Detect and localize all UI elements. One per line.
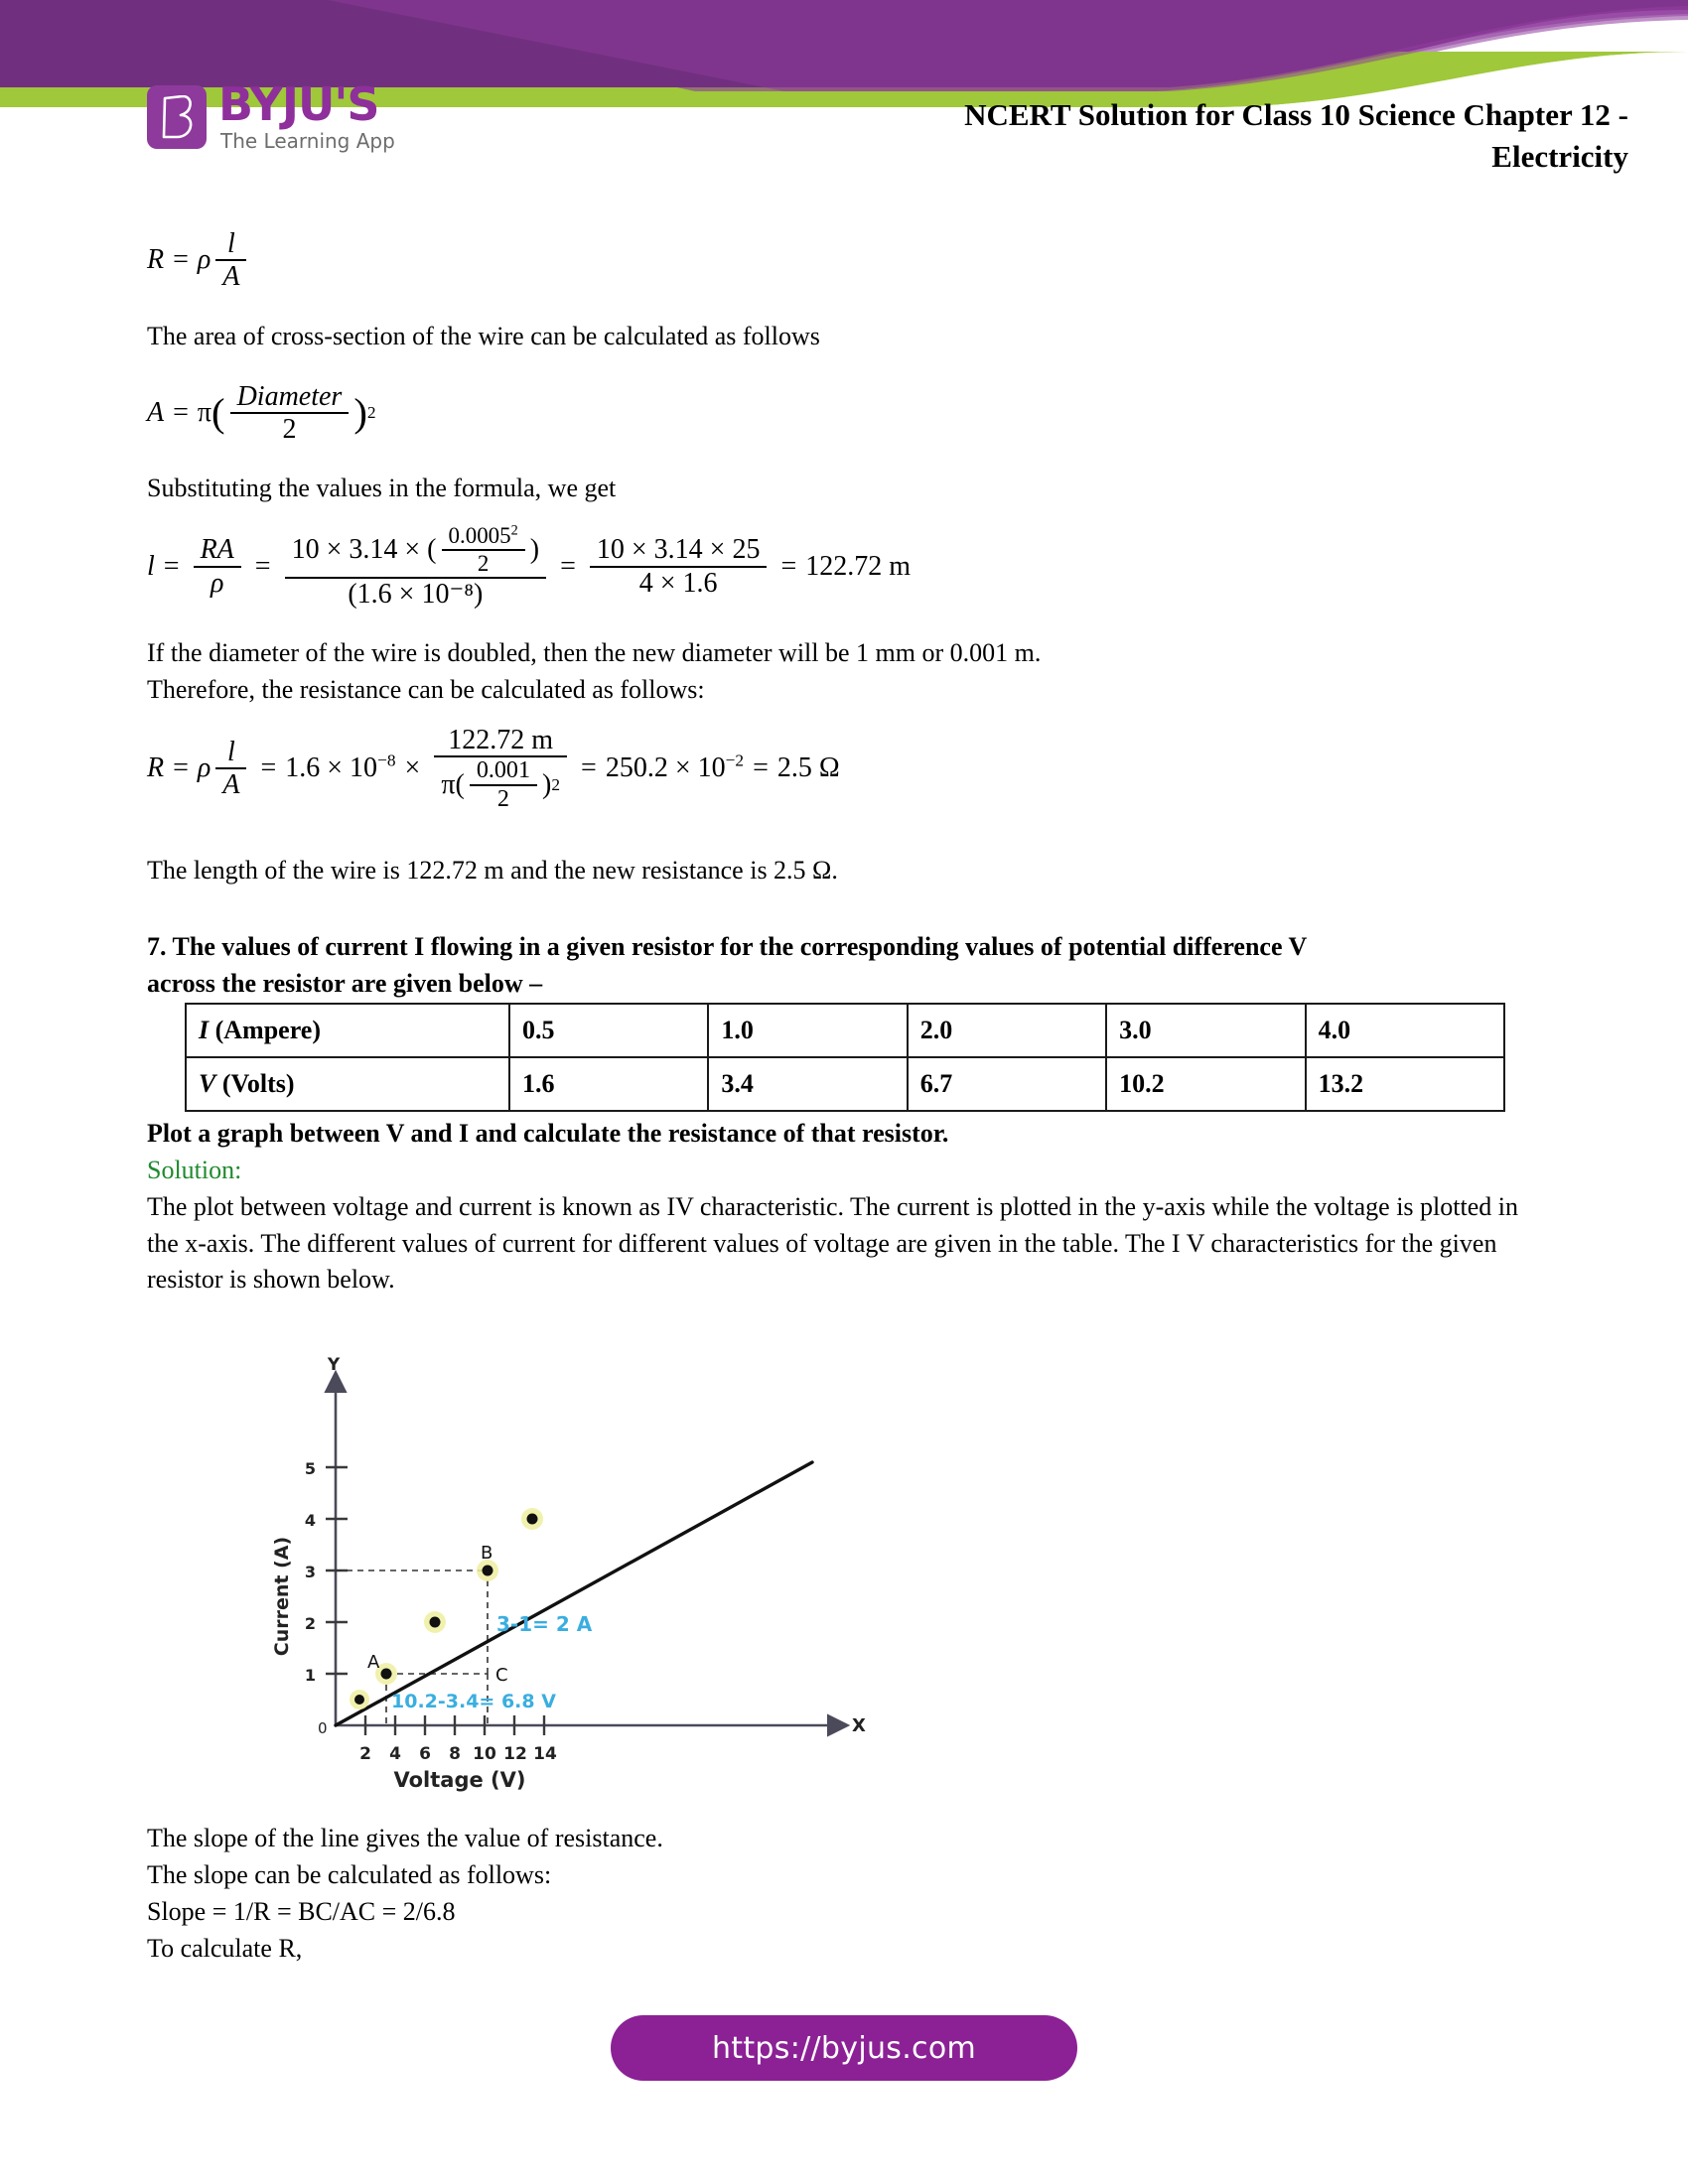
data-point-4 <box>527 1514 538 1525</box>
table-cell-current-1: 1.0 <box>708 1004 907 1057</box>
document-body <box>147 228 1547 1968</box>
byjus-tagline: The Learning App <box>220 129 395 153</box>
formula-l-eq1: = <box>163 550 180 582</box>
formula-l-result: 122.72 m <box>805 550 912 582</box>
table-cell-voltage-2: 6.7 <box>908 1057 1106 1111</box>
formula-R2-times: × <box>404 752 421 784</box>
table-header-voltage-unit: (Volts) <box>215 1068 295 1098</box>
formula-R2-val2-base: 250.2 × 10 <box>605 752 726 784</box>
para-length-result: The length of the wire is 122.72 m and the new resistance is 2.5 Ω. <box>147 856 838 886</box>
data-point-1 <box>381 1669 392 1680</box>
formula-R2-val1-base: 1.6 × 10 <box>285 752 378 784</box>
formula-l-frac1-den: ρ <box>194 566 241 599</box>
x-tick-label-10: 10 <box>473 1744 496 1765</box>
formula-R2-symbol: R <box>147 752 165 784</box>
formula-R2-frac2-num: 122.72 m <box>448 724 554 755</box>
question-7-line1: 7. The values of current I flowing in a given resistor for the corresponding values of potential difference V <box>147 932 1308 961</box>
table-cell-voltage-4: 13.2 <box>1306 1057 1504 1111</box>
y-axis-title: Current (A) <box>271 1537 293 1657</box>
iv-characteristic-chart <box>256 1338 892 1805</box>
formula-R2-eq2: = <box>260 752 277 784</box>
formula-R2-rho: ρ <box>197 752 211 784</box>
formula-R2-eq3: = <box>581 752 597 784</box>
formula-l-inner-num-exp: 2 <box>510 522 518 539</box>
table-cell-voltage-1: 3.4 <box>708 1057 907 1111</box>
formula-R2-val2-exp: −2 <box>725 751 745 771</box>
annotation-delta-current: 3-1= 2 A <box>496 1612 593 1637</box>
formula-l-eq2: = <box>254 550 271 582</box>
table-row-voltage <box>186 1057 1504 1111</box>
page-title-line1: NCERT Solution for Class 10 Science Chapter 12 - <box>964 97 1628 132</box>
y-tick-label-3: 3 <box>304 1563 316 1582</box>
formula-R2-frac1-num: l <box>227 737 235 768</box>
formula-l-frac3-den: 4 × 1.6 <box>590 566 768 599</box>
formula-A-den: 2 <box>230 412 350 445</box>
table-header-current-unit: (Ampere) <box>209 1015 321 1044</box>
formula-l-frac2 <box>285 523 546 610</box>
formula-l-frac3 <box>590 534 768 599</box>
formula-R2-frac1-den: A <box>215 767 246 800</box>
x-tick-label-8: 8 <box>449 1744 461 1765</box>
formula-R2-eq1: = <box>173 752 189 784</box>
byjus-b-mark-icon <box>147 85 207 149</box>
table-cell-current-2: 2.0 <box>908 1004 1106 1057</box>
formula-R2-result: 2.5 Ω <box>776 752 840 784</box>
table-header-current-symbol: I <box>199 1015 210 1044</box>
formula-R2-frac2-den: π( $\frac{0.001}{2}$ ) 2 <box>434 755 567 813</box>
formula-l-eq3: = <box>560 550 576 582</box>
formula-R2-eq4: = <box>753 752 769 784</box>
formula-l-eq4: = <box>780 550 797 582</box>
x-axis-ticks <box>359 1715 557 1764</box>
table-cell-current-4: 4.0 <box>1306 1004 1504 1057</box>
annotation-delta-voltage: 10.2-3.4= 6.8 V <box>391 1691 556 1713</box>
solution-paragraph: The plot between voltage and current is known as IV characteristic. The current is plotted in the y-axis while the voltage is plotted in the x-axis. The different values of current for different values of voltage are given in the table. The I V characteristics for the given resistor is shown below. <box>147 1191 1518 1295</box>
formula-l-frac3-num: 10 × 3.14 × 25 <box>596 534 761 566</box>
formula-l-frac2-num <box>285 523 546 576</box>
b-glyph-icon <box>159 95 195 139</box>
slope-line-2: The slope can be calculated as follows: <box>147 1860 552 1890</box>
y-axis-name: Y <box>327 1355 341 1376</box>
x-axis-title: Voltage (V) <box>393 1768 526 1793</box>
point-label-B: B <box>481 1543 493 1565</box>
slope-line-3 <box>147 1894 1547 1931</box>
slope-line-4: To calculate R, <box>147 1934 303 1964</box>
formula-l-frac2-num-post: ) <box>529 534 540 566</box>
formula-R-rho: ρ <box>197 244 211 276</box>
slope-formula-text: Slope = 1/R = BC/AC = 2/6.8 <box>147 1897 456 1927</box>
page-title-line2: Electricity <box>1491 138 1628 174</box>
formula-A-close-paren: ) <box>353 390 367 436</box>
page-title <box>854 94 1628 178</box>
table-header-voltage <box>186 1057 509 1111</box>
y-axis-ticks <box>305 1459 348 1685</box>
formula-resistance <box>147 228 1547 293</box>
formula-R2-den-inner-frac <box>470 757 537 813</box>
formula-R2-val2 <box>606 752 744 784</box>
formula-R-den: A <box>215 259 246 292</box>
formula-A-pi: π <box>197 396 212 428</box>
formula-R2-den-pi: π( <box>441 769 465 801</box>
y-tick-label-5: 5 <box>304 1459 316 1479</box>
x-tick-label-6: 6 <box>419 1744 431 1765</box>
formula-l-inner-num <box>442 523 525 549</box>
formula-l-frac2-num-pre: 10 × 3.14 × ( <box>291 534 437 566</box>
formula-R-num: l <box>227 228 235 259</box>
formula-R-equals: = <box>173 244 189 276</box>
x-tick-label-4: 4 <box>389 1744 401 1765</box>
x-axis-name: X <box>852 1715 866 1737</box>
formula-l-frac2-den: (1.6 × 10⁻⁸) <box>285 577 546 610</box>
formula-l-frac1 <box>194 534 241 599</box>
y-tick-label-1: 1 <box>304 1666 316 1686</box>
formula-A-symbol: A <box>147 396 165 428</box>
formula-A-num: Diameter <box>236 380 343 412</box>
data-point-0 <box>354 1695 364 1705</box>
formula-R2-den-inner-den: 2 <box>470 784 537 813</box>
formula-A-equals: = <box>173 396 189 428</box>
table-cell-voltage-3: 10.2 <box>1106 1057 1305 1111</box>
formula-R-symbol: R <box>147 244 165 276</box>
byjus-url-button[interactable] <box>611 2015 1077 2081</box>
y-tick-label-4: 4 <box>304 1511 316 1531</box>
para-area-cross-section: The area of cross-section of the wire can be calculated as follows <box>147 321 820 350</box>
para-diameter-doubled-2: Therefore, the resistance can be calculated as follows: <box>147 674 705 704</box>
data-point-2 <box>430 1617 441 1628</box>
formula-R2-den-close: ) <box>542 769 552 801</box>
byjus-wordmark: BYJU'S <box>218 77 379 131</box>
data-points <box>350 1508 543 1709</box>
formula-R2-frac2 <box>434 725 567 813</box>
byjus-url-text: https://byjus.com <box>711 2030 977 2066</box>
formula-resistance-new <box>147 725 1547 813</box>
table-cell-voltage-0: 1.6 <box>509 1057 708 1111</box>
table-cell-current-0: 0.5 <box>509 1004 708 1057</box>
solution-label: Solution: <box>147 1155 242 1184</box>
formula-l-inner-frac <box>442 523 525 576</box>
para-diameter-doubled-1: If the diameter of the wire is doubled, then the new diameter will be 1 mm or 0.001 m. <box>147 638 1042 668</box>
data-point-3 <box>483 1566 493 1576</box>
formula-R2-val1-exp: −8 <box>377 751 396 771</box>
para-substituting: Substituting the values in the formula, we get <box>147 474 617 503</box>
formula-R2-frac1 <box>215 737 246 801</box>
formula-A-open-paren: ( <box>211 390 225 436</box>
origin-label: 0 <box>318 1719 328 1738</box>
formula-l-symbol: l <box>147 550 155 582</box>
question-7-line2: across the resistor are given below – <box>147 968 543 998</box>
formula-l-inner-den: 2 <box>442 549 525 577</box>
formula-area: A = π ( $\frac{\text{Diameter}}{2}$ ) 2 <box>147 380 376 445</box>
plot-instruction: Plot a graph between V and I and calculate the resistance of that resistor. <box>147 1118 949 1148</box>
formula-l-inner-num-base: 0.0005 <box>448 523 511 549</box>
point-label-A: A <box>367 1652 380 1674</box>
formula-l-frac1-num: RA <box>200 534 234 566</box>
formula-length <box>147 523 1547 610</box>
x-tick-label-14: 14 <box>533 1744 557 1765</box>
x-tick-label-2: 2 <box>359 1744 371 1765</box>
slope-line-1: The slope of the line gives the value of resistance. <box>147 1824 663 1853</box>
iv-data-table <box>185 1003 1505 1112</box>
table-header-voltage-symbol: V <box>199 1068 216 1098</box>
byjus-logo <box>147 77 445 163</box>
formula-R2-val1 <box>285 752 395 784</box>
y-tick-label-2: 2 <box>304 1614 316 1634</box>
iv-line <box>336 1462 812 1725</box>
point-label-C: C <box>495 1665 508 1687</box>
table-header-current <box>186 1004 509 1057</box>
x-tick-label-12: 12 <box>503 1744 527 1765</box>
formula-R-fraction <box>215 228 246 293</box>
formula-R2-den-inner-num: 0.001 <box>476 757 530 784</box>
formula-A-fraction <box>230 381 350 446</box>
table-cell-current-3: 3.0 <box>1106 1004 1305 1057</box>
table-row-current <box>186 1004 1504 1057</box>
